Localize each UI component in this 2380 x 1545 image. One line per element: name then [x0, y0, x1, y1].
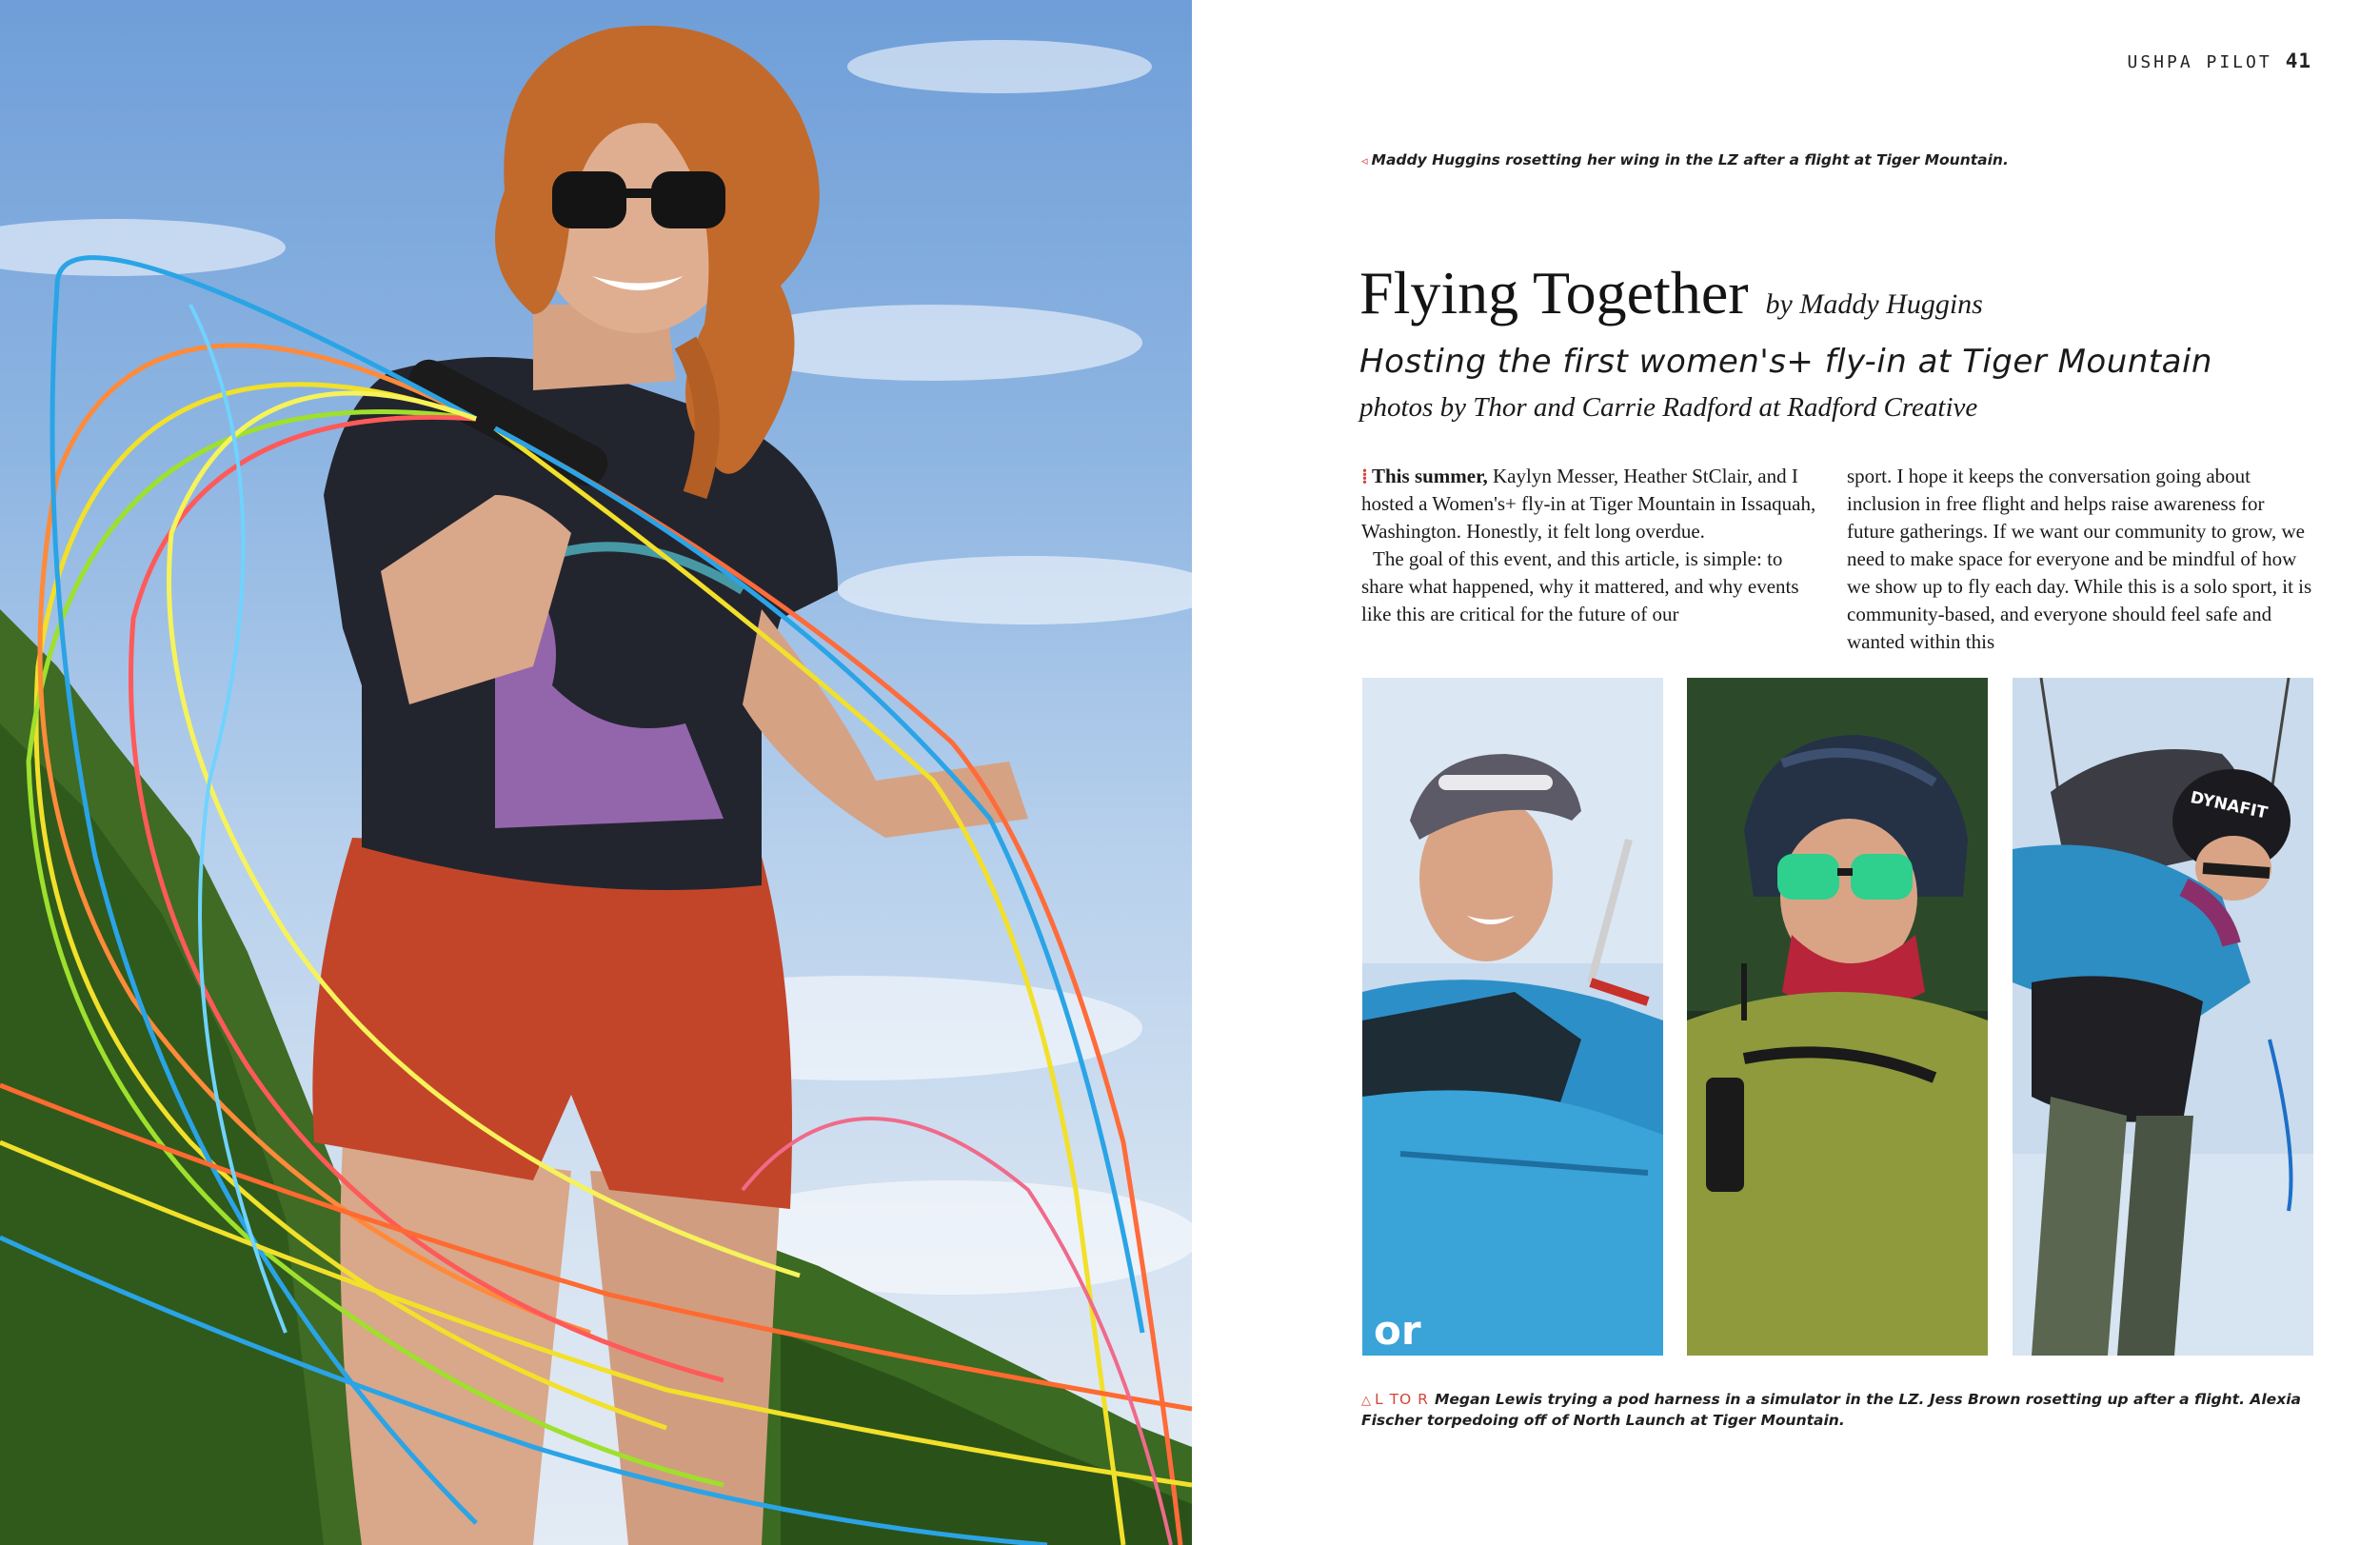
caption-ltor-label: L TO R: [1375, 1391, 1429, 1408]
section-marker-icon: ⁞: [1361, 465, 1368, 487]
article-byline: by Maddy Huggins: [1765, 288, 1983, 320]
bottom-photo-caption: [1361, 1390, 2313, 1431]
photo-megan-lewis: [1362, 678, 1663, 1356]
title-line: [1359, 259, 2330, 327]
paragraph-1-text: Kaylyn Messer, Heather StClair, and I hosted a Women's+ fly-in at Tiger Mountain in Issaquah, Washington. Honestly, it felt long overdue.: [1361, 465, 1816, 543]
paragraph-1: [1361, 463, 1828, 545]
lead-in: This summer,: [1372, 465, 1488, 487]
body-column-2: [1847, 463, 2313, 656]
caption-pointer-icon: ◃: [1361, 154, 1368, 168]
paragraph-3: sport. I hope it keeps the conversation going about inclusion in free flight and helps raise awareness for future gatherings. If we want our community to grow, we need to make space for everyone and be mindful of how we show up to fly each day. While this is a solo sport, it is community-based, and everyone should feel safe and wanted within this: [1847, 465, 2312, 653]
publication-name: USHPA PILOT: [2127, 52, 2272, 72]
photo-2-illustration: [1687, 678, 1988, 1356]
orange-shorts: [312, 838, 792, 1209]
bottom-caption-text: Megan Lewis trying a pod harness in a simulator in the LZ. Jess Brown rosetting up after a flight. Alexia Fischer torpedoing off of North Launch at Tiger Mountain.: [1361, 1391, 2301, 1429]
photo-3-helmet-text: DYNAFIT: [2188, 787, 2270, 823]
article-subtitle: Hosting the first women's+ fly-in at Tiger Mountain: [1359, 343, 2212, 381]
paragraph-2: The goal of this event, and this article, is simple: to share what happened, why it mattered, and why events like this are critical for the future of our: [1361, 547, 1799, 625]
photo-3-illustration: [2013, 678, 2313, 1356]
article-header: [1359, 259, 2330, 424]
top-photo-caption: [1361, 150, 2313, 171]
photo-1-harness-text: or: [1374, 1307, 1421, 1354]
caption-up-triangle-icon: △: [1361, 1394, 1371, 1408]
top-caption-text: Maddy Huggins rosetting her wing in the LZ after a flight at Tiger Mountain.: [1371, 151, 2009, 168]
photo-jess-brown: [1687, 678, 1988, 1356]
photo-credit: photos by Thor and Carrie Radford at Radford Creative: [1359, 392, 1978, 423]
page-folio: [2127, 50, 2311, 72]
photo-1-illustration: [1362, 678, 1663, 1356]
page-number: 41: [2285, 50, 2311, 72]
article-title: Flying Together: [1359, 259, 1749, 327]
photo-alexia-fischer: [2013, 678, 2313, 1356]
body-column-1: [1361, 463, 1828, 628]
